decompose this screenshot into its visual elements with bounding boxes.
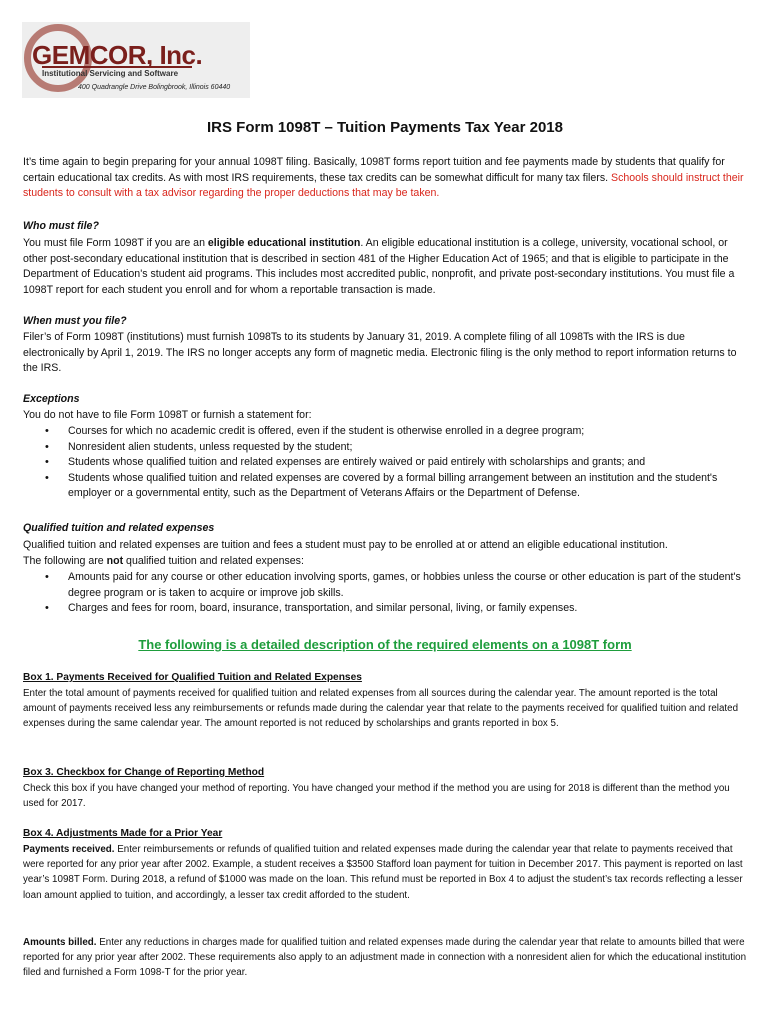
detail-heading: The following is a detailed description of the required elements on a 1098T form (138, 637, 632, 652)
qualified-not-line (23, 554, 749, 570)
who-text-end: . An eligible educational institution is a college, university, vocational school, or other post-secondary educational institution that is described in section 481 of the Higher Education Act of 1965; and that is eligible to participate in the Department of Education's student aid programs. This includes most accredited public, nonprofit, and private post-secondary institutions. You must file a 1098T report for each student you enroll and for whom a reportable transaction is made. (23, 237, 735, 296)
exceptions-heading: Exceptions (23, 393, 80, 405)
document-title: IRS Form 1098T – Tuition Payments Tax Year 2018 (207, 119, 563, 136)
qualified-heading: Qualified tuition and related expenses (23, 522, 215, 534)
qualified-paragraph: Qualified tuition and related expenses are tuition and fees a student must pay to be enrolled at or attend an eligible educational institution. (23, 539, 668, 551)
intro-text: It’s time again to begin preparing for your annual 1098T filing. Basically, 1098T forms report tuition and fee payments made by students that qualify for certain educational tax credits. As with most IRS requirements, these tax credits can be somewhat difficult for many tax filers. (23, 156, 725, 184)
qualified-not-end: qualified tuition and related expenses: (123, 555, 304, 567)
when-heading: When must you file? (23, 315, 127, 327)
box1-heading: Box 1. Payments Received for Qualified Tuition and Related Expenses (23, 672, 362, 683)
when-paragraph: Filer’s of Form 1098T (institutions) must furnish 1098Ts to its students by January 31, 2019. A complete filing of all 1098Ts with the IRS is due electronically by April 1, 2019. The IRS no longer accepts any form of magnetic media. Electronic filing is the only method to report information returns to the IRS. (23, 331, 737, 375)
who-bold-term: eligible educational institution (207, 237, 361, 249)
list-item: • Amounts paid for any course or other education involving sports, games, or hobbies unless the course or other education is part of the student's degree program or is taken to acquire or improve job skills. (45, 570, 745, 601)
payments-received-label: Payments received. (23, 844, 115, 855)
list-item: • Courses for which no academic credit is offered, even if the student is otherwise enrolled in a degree program; (45, 424, 745, 440)
qualified-list (45, 570, 745, 617)
payments-received-text: Enter reimbursements or refunds of qualified tuition and related expenses made during the calendar year that relate to payments received that were reported for any prior year after 2002. Example, a student receives a $3500 Stafford loan payment for tuition in December 2017. This payment is reported on last year’s 1098T Form. During 2018, a refund of $1000 was made on the loan. This refund must be reported in Box 4 to adjust the student’s tax records reflecting a lesser loan amount applied to tuition, and accordingly, a lesser tax credit afforded to the student. (23, 844, 743, 901)
amounts-billed-text: Enter any reductions in charges made for qualified tuition and related expenses made during the calendar year that relate to amounts billed that were reported for any prior year after 2002. These requirements also apply to an adjustment made in connection with a nonresident alien for which the educational institution filed and furnished a Form 1098-T for the prior year. (23, 937, 747, 979)
exceptions-list (45, 424, 745, 502)
list-item: • Students whose qualified tuition and related expenses are covered by a formal billing arrangement between an institution and the student's employer or a governmental entity, such as the Department of Veterans Affairs or the Department of Defense. (45, 471, 745, 502)
box4-payments-paragraph (23, 842, 749, 903)
box4-heading: Box 4. Adjustments Made for a Prior Year (23, 828, 223, 839)
who-heading: Who must file? (23, 220, 99, 232)
qualified-not-start: The following are (23, 555, 107, 567)
list-item: • Charges and fees for room, board, insurance, transportation, and similar personal, living, or family expenses. (45, 601, 745, 617)
who-text-start: You must file Form 1098T if you are an (23, 237, 208, 249)
box3-heading: Box 3. Checkbox for Change of Reporting Method (23, 767, 265, 778)
logo-address: 400 Quadrangle Drive Bolingbrook, Illinois 60440 (78, 84, 231, 91)
intro-advisory: Schools should instruct their students to consult with a tax advisor regarding the proper deductions that may be taken. (23, 171, 744, 200)
who-paragraph (23, 236, 749, 298)
company-logo (22, 22, 250, 98)
list-item: • Nonresident alien students, unless requested by the student; (45, 440, 745, 456)
box3-paragraph: Check this box if you have changed your method of reporting. You have changed your method if the method you are using for 2018 is different than the method you used for 2017. (23, 783, 730, 810)
box1-paragraph: Enter the total amount of payments received for qualified tuition and related expenses from all sources during the calendar year. The amount reported is the total amount of payments received less any reimbursements or refunds made during the calendar year that relate to the payments received for qualified tuition and related expenses during the same calendar year. The amount reported is not reduced by scholarships and grants reported in box 5. (23, 688, 739, 730)
amounts-billed-label: Amounts billed. (23, 937, 97, 948)
intro-paragraph (23, 155, 749, 202)
exceptions-intro: You do not have to file Form 1098T or furnish a statement for: (23, 409, 312, 421)
logo-tagline: Institutional Servicing and Software (42, 66, 192, 78)
list-item: • Students whose qualified tuition and related expenses are entirely waived or paid entirely with scholarships and grants; and (45, 455, 745, 471)
qualified-not-bold: not (106, 555, 124, 567)
box4-billed-paragraph (23, 935, 749, 981)
logo-name: GEMCOR, Inc. (32, 40, 203, 70)
